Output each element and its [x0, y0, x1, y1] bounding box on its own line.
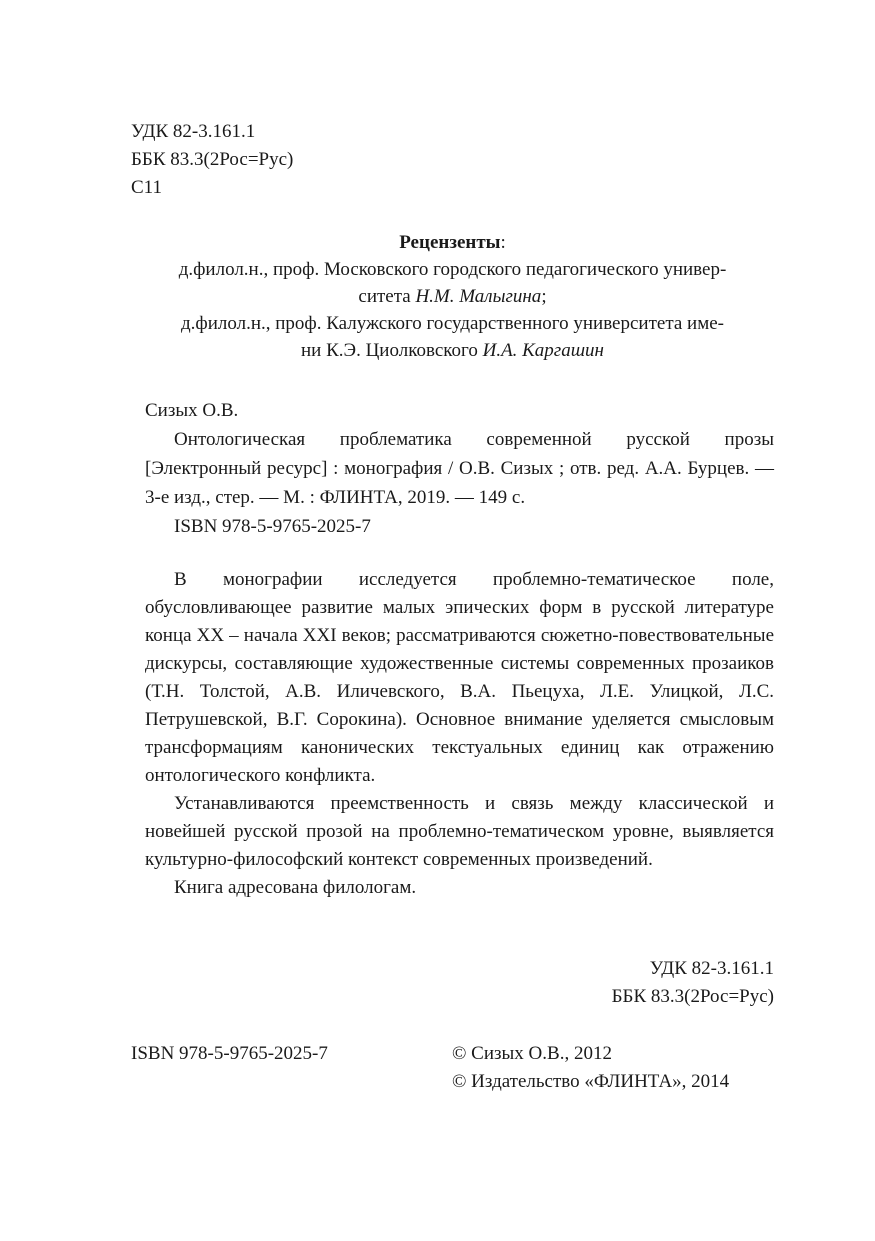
- footer-isbn: ISBN 978-5-9765-2025-7: [131, 1043, 328, 1064]
- copyright-block: [452, 1040, 729, 1096]
- reviewer-2-affiliation: д.филол.н., проф. Калужского государственного университета име-: [180, 313, 724, 334]
- reviewer-2-name: И.А. Каргашин: [482, 340, 604, 361]
- record-author: Сизых О.В.: [145, 400, 239, 421]
- classification-codes-repeat: [145, 955, 774, 1011]
- reviewer-1-affiliation-end: ситета: [358, 286, 416, 307]
- reviewer-1-line: [131, 283, 774, 310]
- copyright-author: © Сизых О.В., 2012: [452, 1043, 612, 1064]
- classification-codes: [131, 118, 293, 202]
- abstract-paragraph-1: В монографии исследуется проблемно-тематическое поле, обусловливающее развитие малых эпических форм в русской литературе конца XX – начала XXI веков; рассматриваются сюжетно-повествовательные дискурсы, составляющие художественные системы современных прозаиков (Т.Н. Толстой, А.В. Иличевского, В.А. Пьецуха, Л.Е. Улицкой, Л.С. Петрушевской, В.Г. Сорокина). Основное внимание уделяется смысловым трансформациям канонических текстуальных единиц как отражению онтологического конфликта.: [145, 569, 774, 786]
- record-isbn: ISBN 978-5-9765-2025-7: [174, 516, 371, 537]
- reviewer-1-separator: ;: [541, 286, 547, 307]
- udk-code-repeat: УДК 82-3.161.1: [649, 958, 774, 979]
- reviewers-colon: :: [500, 232, 506, 253]
- bibliographic-record: [145, 396, 774, 541]
- record-description: Онтологическая проблематика современной русской прозы [Электронный ресурс] : монография / О.В. Сизых ; отв. ред. А.А. Бурцев. — 3-е изд., стер. — М. : ФЛИНТА, 2019. — 149 с.: [145, 429, 774, 508]
- author-sign: С11: [131, 177, 162, 198]
- reviewer-1-name: Н.М. Малыгина: [415, 286, 542, 307]
- reviewers-block: [131, 229, 774, 364]
- udk-code: УДК 82-3.161.1: [131, 121, 256, 142]
- copyright-publisher: © Издательство «ФЛИНТА», 2014: [452, 1071, 730, 1092]
- bbk-code-repeat: ББК 83.3(2Рос=Рус): [611, 986, 774, 1007]
- abstract-paragraph-3: Книга адресована филологам.: [174, 877, 417, 898]
- bbk-code: ББК 83.3(2Рос=Рус): [131, 149, 294, 170]
- reviewer-1-affiliation: д.филол.н., проф. Московского городского педагогического универ-: [178, 259, 727, 280]
- reviewer-2-affiliation-end: ни К.Э. Циолковского: [301, 340, 483, 361]
- abstract: [145, 566, 774, 902]
- reviewers-heading: [131, 229, 774, 256]
- reviewer-2-line: [131, 337, 774, 364]
- reviewers-title: Рецензенты: [399, 232, 501, 253]
- abstract-paragraph-2: Устанавливаются преемственность и связь между классической и новейшей русской прозой на проблемно-тематическом уровне, выявляется культурно-философский контекст современных произведений.: [145, 793, 774, 870]
